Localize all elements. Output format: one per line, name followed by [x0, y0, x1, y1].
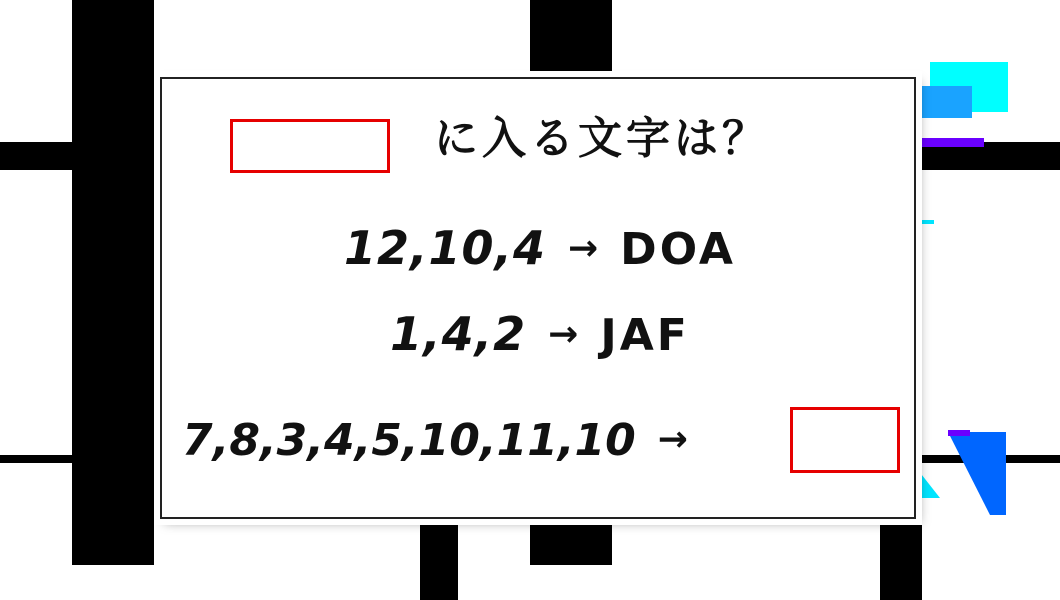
question-line — [182, 415, 710, 466]
clue-numbers: 12,10,4 — [344, 221, 546, 275]
question-numbers: 7,8,3,4,5,10,11,10 — [182, 415, 636, 466]
glitch-blue-shape — [948, 432, 1006, 515]
glitch-cyan-shard — [918, 470, 940, 498]
clue-code: DOA — [620, 224, 736, 275]
clue-code: JAF — [600, 310, 690, 361]
bg-bar-vertical-left — [72, 0, 154, 565]
clue-numbers: 1,4,2 — [390, 307, 527, 361]
arrow-icon: → — [548, 314, 579, 355]
bg-bar-vertical-right — [880, 515, 922, 600]
glitch-purple-stripe — [920, 138, 984, 147]
bg-bar-vertical-low-left — [420, 515, 458, 600]
glitch-blue-block — [918, 86, 972, 118]
arrow-icon: → — [568, 228, 599, 269]
puzzle-title: に入る文字は？ — [434, 113, 770, 164]
answer-blank-box-title — [230, 119, 390, 173]
bg-bar-vertical-center-top — [530, 0, 612, 80]
clue-line-1 — [162, 221, 918, 275]
glitch-purple-tick — [948, 430, 970, 436]
answer-blank-box — [790, 407, 900, 473]
arrow-icon: → — [657, 419, 688, 460]
clue-line-2 — [162, 307, 918, 361]
puzzle-card — [160, 77, 916, 519]
bg-bar-vertical-center-bottom — [530, 515, 612, 565]
glitch-cyan-tick — [920, 220, 934, 224]
